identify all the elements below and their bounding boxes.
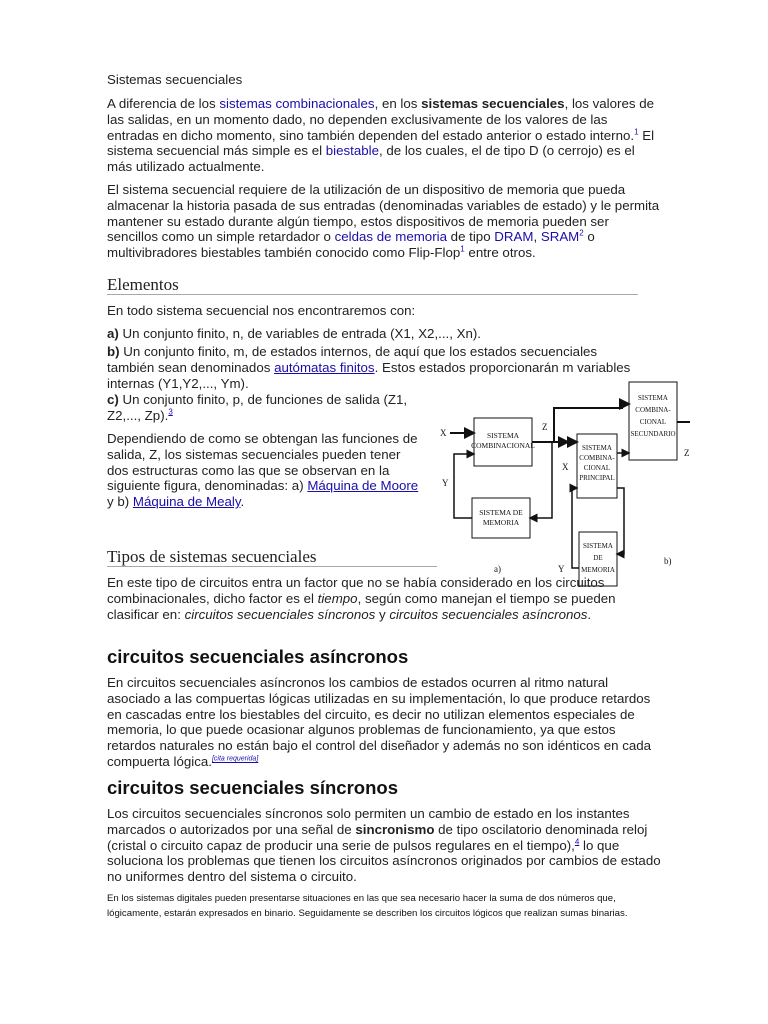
block-b2-line4: SECUNDARIO	[630, 430, 676, 438]
block-b2-line3: CIONAL	[639, 418, 667, 426]
caption-a: a)	[494, 564, 501, 574]
block-a2-line1: SISTEMA DE	[479, 508, 523, 517]
block-a1-line1: SISTEMA	[486, 431, 520, 440]
block-a1-line2: COMBINACIONAL	[471, 441, 535, 450]
tipos-paragraph: En este tipo de circuitos entra un factor que no se había considerado en los circuitos combinacionales, dicho factor es el tiempo, según como manejan el tiempo se pueden clasificar en: circuitos secuenciales síncronos y circuitos secuenciales asíncronos.	[107, 575, 616, 622]
elementos-lead: En todo sistema secuencial nos encontraremos con:	[107, 303, 416, 318]
intro-paragraph-2: El sistema secuencial requiere de la utilización de un dispositivo de memoria que pueda almacenar la historia pasada de sus entradas (denominadas variables de estado) y le permita mantener su estado durante algún tiempo, estos dispositivos de memoria pueden ser sencillos como un simple retardador o celdas de memoria de tipo DRAM, SRAM$^2$ o multivibradores biestables también conocido como Flip-Flop$^1$ entre otros.	[107, 182, 660, 261]
heading-sincronos: circuitos secuenciales síncronos	[107, 777, 398, 798]
block-b3-line1: SISTEMA	[583, 542, 613, 550]
block-b3-line3: MEMORIA	[581, 566, 615, 574]
list-item-b: b) Un conjunto finito, m, de estados internos, de aquí que los estados secuenciales también sean denominados autómatas finitos. Estos estados proporcionarán m variables internas (Y1,Y2,..., Ym).	[107, 344, 631, 391]
intro-paragraph-1: A diferencia de los sistemas combinacionales, en los sistemas secuenciales, los valores de las salidas, en un momento dado, no dependen exclusivamente de los valores de las entradas en dicho momento, sino también dependen del estado anterior o estado interno.$^1$ El sistema secuencial más simple es el biestable, de los cuales, el de tipo D (o cerrojo) es el más utilizado actualmente.	[107, 96, 655, 175]
ref-1[interactable]: 1	[634, 127, 639, 137]
link-celdas-de-memoria[interactable]: celdas de memoria	[334, 229, 447, 245]
cita-requerida-link[interactable]: [cita requerida]	[211, 755, 259, 763]
link-biestable[interactable]: biestable	[325, 143, 379, 159]
ref-1b[interactable]: 1	[460, 244, 465, 254]
block-b1-line1: SISTEMA	[582, 444, 612, 452]
list-item-c: c) Un conjunto finito, p, de funciones de salida (Z1, Z2,..., Zp).$^3$	[107, 392, 408, 423]
moore-mealy-figure	[432, 378, 692, 600]
block-a2-line2: MEMORIA	[482, 518, 520, 527]
list-item-a: a) Un conjunto finito, n, de variables de entrada (X1, X2,..., Xn).	[107, 326, 482, 341]
link-maquina-de-moore[interactable]: Máquina de Moore	[307, 478, 419, 494]
block-b1-line4: PRINCIPAL	[579, 474, 615, 482]
label-y-b: Y	[558, 564, 565, 574]
label-x-a: X	[440, 428, 447, 438]
sincronos-paragraph: Los circuitos secuenciales síncronos solo permiten un cambio de estado en los instantes marcados o autorizados por una señal de sincronismo de tipo oscilatorio denominada reloj (cristal o circuito capaz de producir una serie de pulsos regulares en el tiempo),$^4$ lo que soluciona los problemas que tienen los circuitos asíncronos originados por cambios de estado no uniformes dentro del sistema o circuito.	[107, 806, 661, 885]
block-b2-line2: COMBINA-	[635, 406, 671, 414]
ref-4[interactable]: 4	[574, 837, 580, 847]
section-heading-elementos: Elementos	[107, 275, 179, 294]
caption-b: b)	[664, 556, 672, 566]
page-title: Sistemas secuenciales	[107, 72, 243, 87]
ref-2[interactable]: 2	[579, 228, 584, 238]
label-z-a: Z	[542, 422, 548, 432]
label-y-a: Y	[442, 478, 449, 488]
link-dram[interactable]: DRAM	[494, 229, 534, 245]
figure-paragraph: Dependiendo de como se obtengan las funciones de salida, Z, los sistemas secuenciales pueden tener dos estructuras como las que se observan en la siguiente figura, denominadas: a) Máquina de Moore y b) Máquina de Mealy.	[107, 431, 419, 510]
link-sram[interactable]: SRAM	[540, 229, 580, 245]
label-z-b: Z	[684, 448, 690, 458]
asincronos-paragraph: En circuitos secuenciales asíncronos los cambios de estados ocurren al ritmo natural asociado a las compuertas lógicas utilizadas en su implementación, lo que produce retardos en cascadas entre los biestables del circuito, es decir no utilizan elementos especiales de memoria, lo que puede ocasionar algunos problemas de funcionamiento, ya que estos retardos naturales no están bajo el control del diseñador y además no son idénticos en cada compuerta lógica.[cita requerida]	[107, 675, 652, 769]
link-maquina-de-mealy[interactable]: Máquina de Mealy	[132, 494, 241, 510]
heading-divider-2	[107, 566, 437, 567]
label-x-b: X	[562, 462, 569, 472]
block-b2-line1: SISTEMA	[638, 394, 668, 402]
block-b1-line3: CIONAL	[583, 464, 611, 472]
block-b3-line2: DE	[593, 554, 603, 562]
link-sistemas-combinacionales[interactable]: sistemas combinacionales	[219, 96, 375, 111]
link-automatas-finitos[interactable]: autómatas finitos	[274, 359, 375, 375]
section-heading-tipos: Tipos de sistemas secuenciales	[107, 547, 317, 566]
footer-note: En los sistemas digitales pueden presentarse situaciones en las que sea necesario hacer la suma de dos números que, lógicamente, estarán expresados en binario. Seguidamente se describen los circuitos lógicos que realizan sumas binarias.	[107, 893, 628, 919]
block-b1-line2: COMBINA-	[579, 454, 615, 462]
heading-asincronos: circuitos secuenciales asíncronos	[107, 646, 409, 667]
ref-3[interactable]: 3	[168, 407, 173, 417]
heading-divider	[107, 294, 638, 295]
